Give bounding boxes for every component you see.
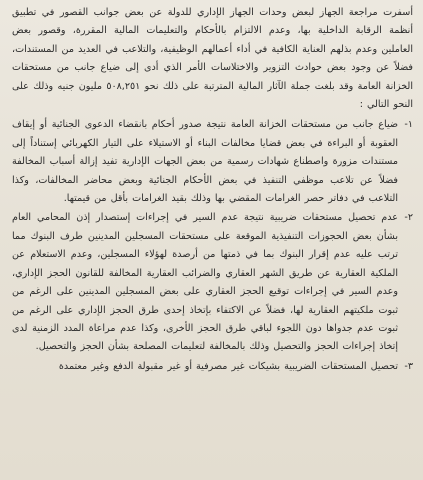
item-number: ١-: [404, 119, 413, 131]
item-number: ٣-: [404, 360, 413, 372]
numbered-item-3: [12, 358, 413, 376]
item-text: ضياع جانب من مستحقات الخزانة العامة نتيجة صدور أحكام بانقضاء الدعوى الجنائية أو إيقاف العقوبة أو البراءة في بعض قضايا مخالفات البناء أو الاستيلاء على التيار الكهربائي إستناداً إلى مستندات مزورة واصطناع شهادات رسمية من بعض الجهات الإدارية تفيد إزالة أسباب المخالفة فضلاً عن تلاعب موظفي التنفيذ في بعض الأحكام الجنائية وبعض محاضر المخالفات، وكذا التلاعب في دفاتر حصر الغرامات المقضي بها وذلك بقيد الغرامات بأقل من قيمتها.: [12, 119, 398, 205]
numbered-item-1: [12, 116, 413, 208]
item-text: تحصيل المستحقات الضريبية بشيكات غير مصرفية أو غير مقبولة الدفع وغير معتمدة: [58, 360, 398, 372]
item-text: عدم تحصيل مستحقات ضريبية نتيجة عدم السير في إجراءات إستصدار إذن المحامي العام بشأن بعض الحجوزات التنفيذية الموقعة على مستحقات المسجلين المدينين طرف البنوك مما ترتب عليه عدم إقرار البنوك بما في ذمتها من أرصدة لهؤلاء المسجلين، وعدم الاستعلام عن الملكية العقارية عن طريق الشهر العقاري والضرائب العقارية المخالفة للقانون الحجز الإداري، وعدم السير في إجراءات توقيع الحجز العقاري على بعض المسجلين المدينين على الرغم من ثبوت ملكيتهم العقارية لها، فضلاً عن الاكتفاء بإتخاذ إحدى طرق الحجز الإداري على الرغم من ثبوت عدم جدواها دون اللجوء لباقي طرق الحجز الأخرى، وكذا عدم مراعاة المدد الزمنية لدى إتخاذ إجراءات الحجز والتحصيل وذلك بالمخالفة لتعليمات المصلحة بشأن الحجز والتحصيل.: [12, 212, 398, 353]
intro-paragraph: أسفرت مراجعة الجهاز لبعض وحدات الجهاز الإداري للدولة عن بعض جوانب القصور في تطبيق أنظمة الرقابة الداخلية بها، وعدم الالتزام بالأحكام والتعليمات المالية المقررة، وقصور بعض العاملين وعدم بذلهم العناية الكافية في أداء أعمالهم الوظيفية، والتلاعب في العديد من المستندات، فضلاً عن وجود بعض حوادث التزوير والاختلاسات الأمر الذي أدى إلى ضياع جانب من مستحقات الخزانة العامة وقد بلغت جملة الآثار المالية المترتبة على ذلك نحو ٥٠٨,٢٥١ مليون جنيه وذلك على النحو التالي :: [12, 7, 413, 111]
numbered-item-2: [12, 209, 413, 356]
item-number: ٢-: [404, 212, 413, 224]
